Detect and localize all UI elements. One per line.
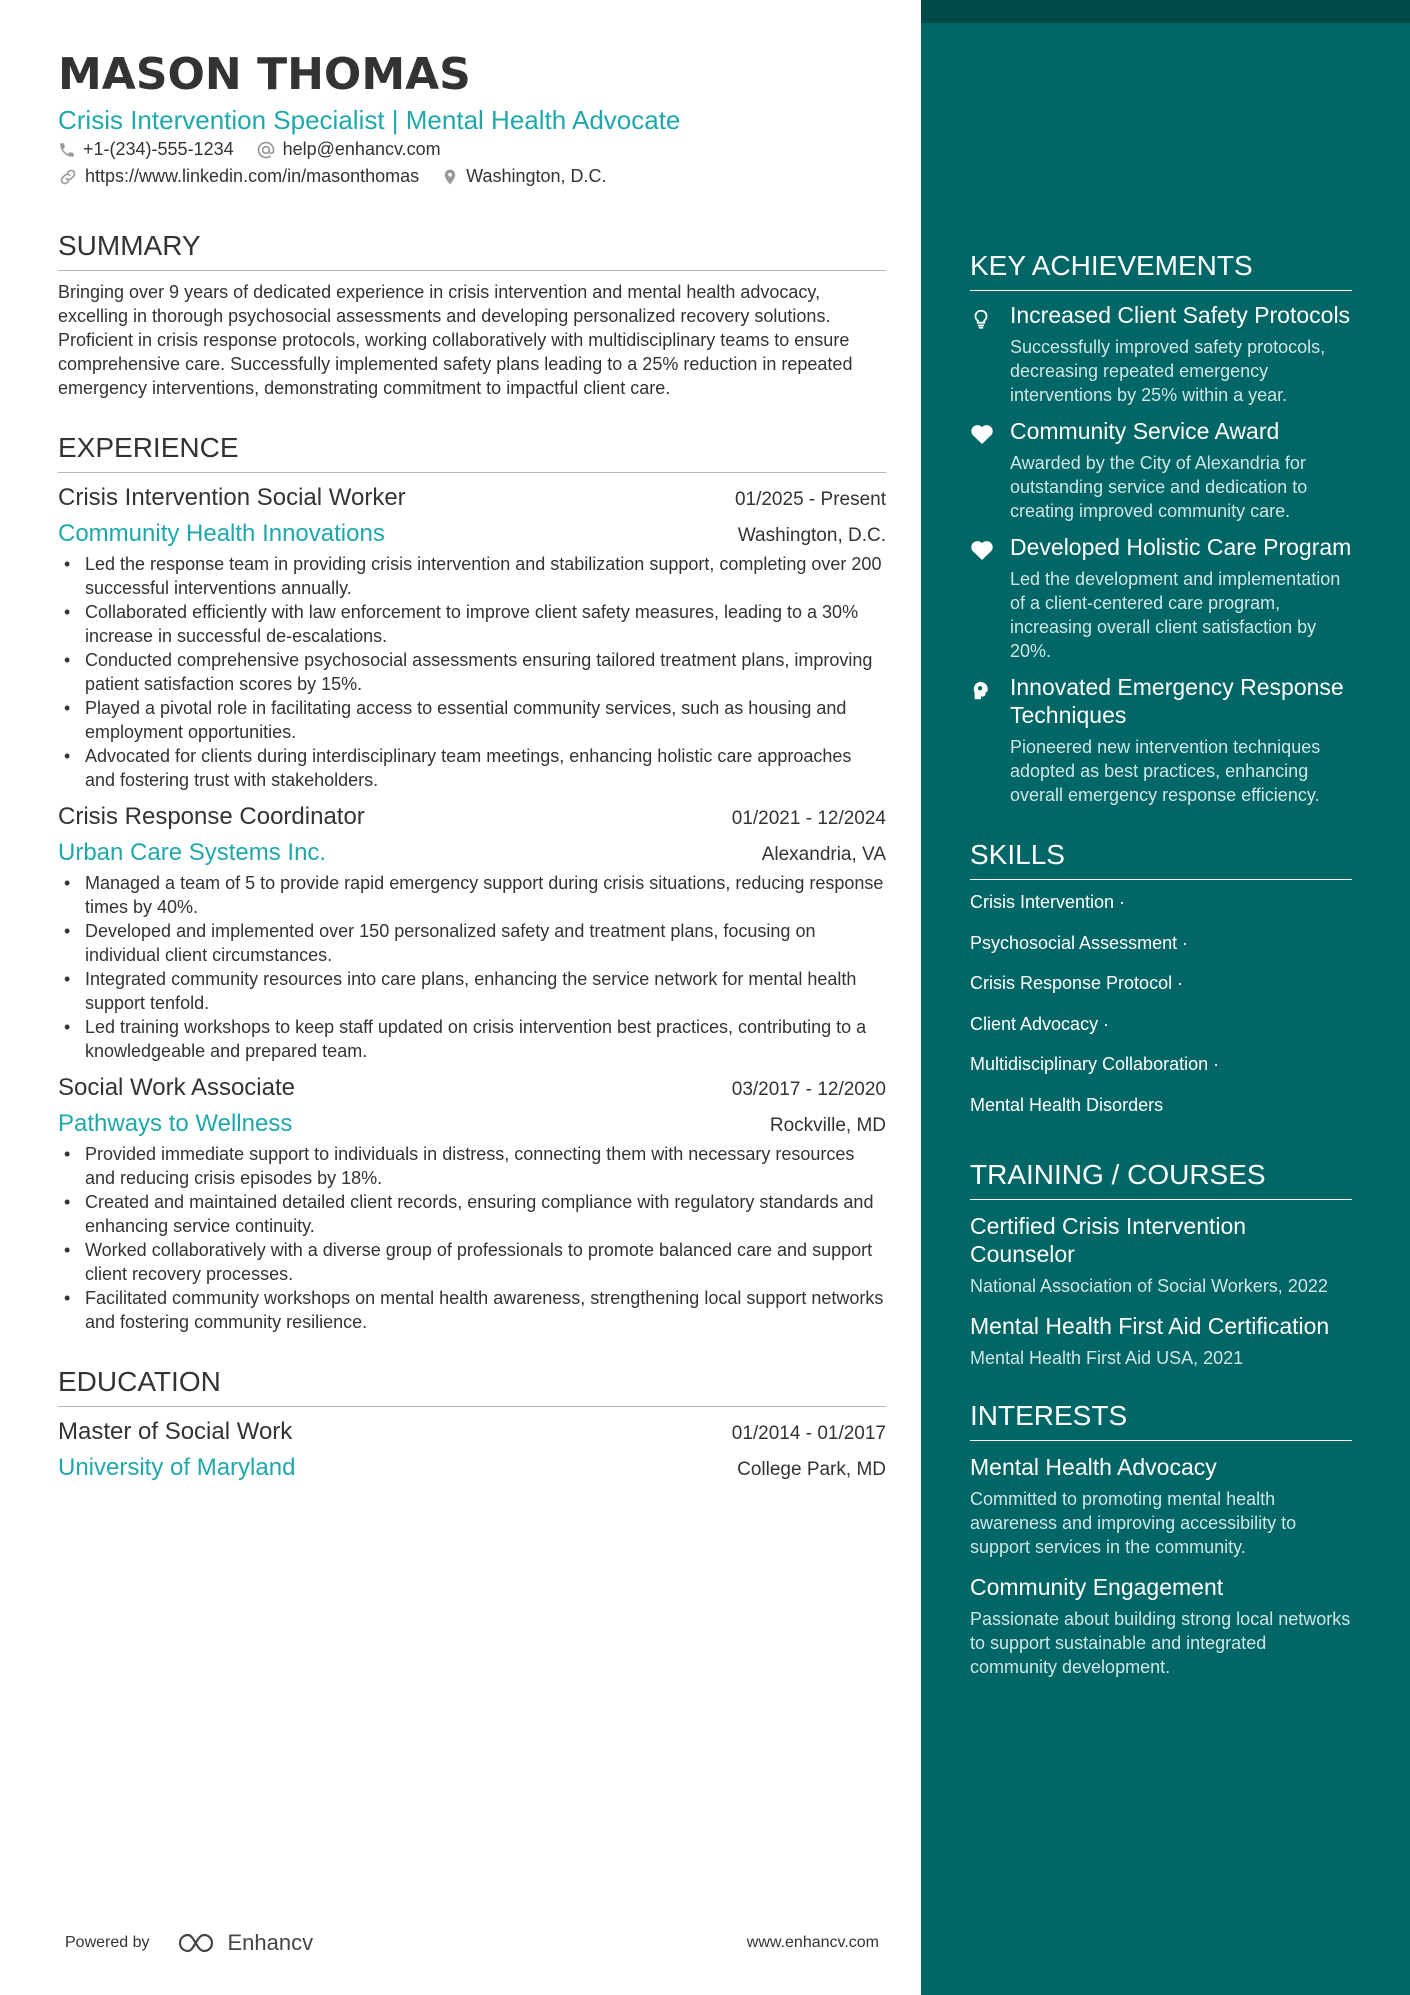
link-icon <box>58 167 78 187</box>
interest-item-desc: Passionate about building strong local networks to support sustainable and integrated community development. <box>970 1608 1351 1677</box>
job-title: Social Work Associate <box>58 1074 295 1101</box>
list-item: • Integrated community resources into care plans, enhancing the service network for mental health support tenfold. <box>58 967 886 1015</box>
training-item-title: Mental Health First Aid Certification <box>970 1312 1330 1339</box>
list-item: • Created and maintained detailed client records, ensuring compliance with regulatory standards and enhancing service continuity. <box>58 1190 886 1238</box>
linkedin-link[interactable]: https://www.linkedin.com/in/masonthomas <box>85 166 420 186</box>
at-icon <box>256 140 276 160</box>
school-name: University of Maryland <box>58 1454 296 1481</box>
skill-item: Crisis Intervention · <box>970 892 1126 912</box>
skill-item: Multidisciplinary Collaboration · <box>970 1054 1220 1074</box>
location-text: Washington, D.C. <box>466 166 607 186</box>
interest-item-title: Community Engagement <box>970 1573 1224 1600</box>
education-title: EDUCATION <box>58 1364 886 1407</box>
job-location: Washington, D.C. <box>737 525 886 546</box>
contact-row-2 <box>58 163 886 190</box>
job-dates: 03/2017 - 12/2020 <box>731 1079 886 1100</box>
list-item: • Worked collaboratively with a diverse group of professionals to promote balanced care and support client recovery processes. <box>58 1238 886 1286</box>
job-bullets <box>58 1142 886 1334</box>
footer-powered-by <box>65 1930 313 1956</box>
achievement-desc: Awarded by the City of Alexandria for outstanding service and dedication to creating improved community care. <box>1010 453 1308 521</box>
achievement-title: Innovated Emergency Response Techniques <box>1010 674 1344 728</box>
achievement-desc: Successfully improved safety protocols, decreasing repeated emergency interventions by 25% within a year. <box>1010 337 1326 405</box>
phone-icon <box>58 141 76 159</box>
achievement-item <box>970 673 1352 807</box>
list-item: • Collaborated efficiently with law enforcement to improve client safety measures, leading to a 30% increase in successful de-escalations. <box>58 600 886 648</box>
achievement-title: Increased Client Safety Protocols <box>1010 302 1351 328</box>
heart-icon <box>970 423 994 445</box>
brain-icon <box>970 679 992 703</box>
main-column <box>58 48 886 1483</box>
achievements-section <box>970 248 1352 807</box>
interest-item-title: Mental Health Advocacy <box>970 1453 1217 1480</box>
candidate-headline: Crisis Intervention Specialist | Mental Health Advocate <box>58 105 681 135</box>
achievement-item <box>970 417 1352 523</box>
training-item-desc: National Association of Social Workers, 2022 <box>970 1275 1328 1296</box>
contact-row-1 <box>58 136 886 163</box>
job-bullets <box>58 552 886 792</box>
contact-location <box>441 166 606 187</box>
list-item: • Led the response team in providing crisis intervention and stabilization support, completing over 200 successful interventions annually. <box>58 552 886 600</box>
skill-item: Crisis Response Protocol · <box>970 973 1184 993</box>
sidebar-column <box>970 248 1352 1679</box>
job-company: Community Health Innovations <box>58 520 385 547</box>
contact-email <box>256 139 441 160</box>
list-item: • Led training workshops to keep staff updated on crisis intervention best practices, contributing to a knowledgeable and prepared team. <box>58 1015 886 1063</box>
job-bullets <box>58 871 886 1063</box>
heart-icon <box>970 539 994 561</box>
job-entry <box>58 1071 886 1334</box>
list-item: • Played a pivotal role in facilitating access to essential community services, such as housing and employment opportunities. <box>58 696 886 744</box>
skills-title: SKILLS <box>970 837 1352 880</box>
training-section <box>970 1157 1352 1370</box>
location-pin-icon <box>441 167 459 187</box>
experience-title: EXPERIENCE <box>58 430 886 473</box>
list-item: • Advocated for clients during interdisciplinary team meetings, enhancing holistic care approaches and fostering trust with stakeholders. <box>58 744 886 792</box>
skills-section <box>970 837 1352 1117</box>
powered-by-label: Powered by <box>65 1934 150 1951</box>
training-item-desc: Mental Health First Aid USA, 2021 <box>970 1347 1244 1368</box>
job-company: Urban Care Systems Inc. <box>58 839 327 866</box>
sidebar-top-bar <box>921 0 1410 23</box>
achievement-desc: Led the development and implementation of a client-centered care program, increasing overall client satisfaction by 20%. <box>1010 569 1341 661</box>
job-title: Crisis Response Coordinator <box>58 803 365 830</box>
job-dates: 01/2025 - Present <box>734 489 886 510</box>
job-company: Pathways to Wellness <box>58 1110 293 1137</box>
school-location: College Park, MD <box>737 1459 886 1480</box>
training-title: TRAINING / COURSES <box>970 1157 1352 1200</box>
achievement-title: Developed Holistic Care Program <box>1010 534 1352 560</box>
list-item: • Developed and implemented over 150 personalized safety and treatment plans, focusing on individual client circumstances. <box>58 919 886 967</box>
summary-title: SUMMARY <box>58 228 886 271</box>
job-location: Alexandria, VA <box>761 844 886 865</box>
interest-item-desc: Committed to promoting mental health awareness and improving accessibility to support services in the community. <box>970 1488 1297 1557</box>
skill-item: Client Advocacy · <box>970 1013 1110 1034</box>
experience-section <box>58 430 886 1334</box>
job-title: Crisis Intervention Social Worker <box>58 484 406 511</box>
skill-item: Mental Health Disorders <box>970 1094 1164 1115</box>
lightbulb-icon <box>970 307 992 331</box>
summary-section <box>58 228 886 400</box>
summary-text: Bringing over 9 years of dedicated experience in crisis intervention and mental health advocacy, excelling in thorough psychosocial assessments and developing personalized recovery solutions. Proficient in crisis response protocols, working collaboratively with multidisciplinary teams to ensure comprehensive care. Successfully implemented safety plans leading to a 25% reduction in repeated emergency interventions, demonstrating commitment to impactful client care. <box>58 282 853 398</box>
enhancv-logo-icon <box>176 1931 222 1955</box>
phone-text: +1-(234)-555-1234 <box>83 139 234 159</box>
contact-linkedin <box>58 166 419 187</box>
job-dates: 01/2021 - 12/2024 <box>731 808 886 829</box>
skills-list <box>970 890 1352 1117</box>
achievement-item <box>970 533 1352 663</box>
footer-website[interactable]: www.enhancv.com <box>746 1934 879 1951</box>
contact-phone <box>58 139 234 160</box>
email-link[interactable]: help@enhancv.com <box>282 139 441 159</box>
interests-section <box>970 1398 1352 1679</box>
brand-name: Enhancv <box>227 1930 314 1955</box>
job-location: Rockville, MD <box>769 1115 886 1136</box>
degree-title: Master of Social Work <box>58 1418 293 1445</box>
footer <box>65 1930 879 1956</box>
job-entry <box>58 800 886 1063</box>
job-entry <box>58 481 886 792</box>
training-item-title: Certified Crisis Intervention Counselor <box>970 1212 1247 1267</box>
achievement-desc: Pioneered new intervention techniques adopted as best practices, enhancing overall emergency response efficiency. <box>1010 737 1321 805</box>
achievement-title: Community Service Award <box>1010 418 1280 444</box>
achievement-item <box>970 301 1352 407</box>
list-item: • Facilitated community workshops on mental health awareness, strengthening local support networks and fostering community resilience. <box>58 1286 886 1334</box>
list-item: • Provided immediate support to individuals in distress, connecting them with necessary resources and reducing crisis episodes by 18%. <box>58 1142 886 1190</box>
list-item: • Managed a team of 5 to provide rapid emergency support during crisis situations, reducing response times by 40%. <box>58 871 886 919</box>
education-dates: 01/2014 - 01/2017 <box>731 1423 886 1444</box>
education-entry <box>58 1415 886 1483</box>
list-item: • Conducted comprehensive psychosocial assessments ensuring tailored treatment plans, improving patient satisfaction scores by 15%. <box>58 648 886 696</box>
skill-item: Psychosocial Assessment · <box>970 932 1189 953</box>
interests-title: INTERESTS <box>970 1398 1352 1441</box>
candidate-name: MASON THOMAS <box>58 49 471 100</box>
achievements-title: KEY ACHIEVEMENTS <box>970 248 1352 291</box>
footer-brand[interactable] <box>176 1930 314 1956</box>
education-section <box>58 1364 886 1483</box>
